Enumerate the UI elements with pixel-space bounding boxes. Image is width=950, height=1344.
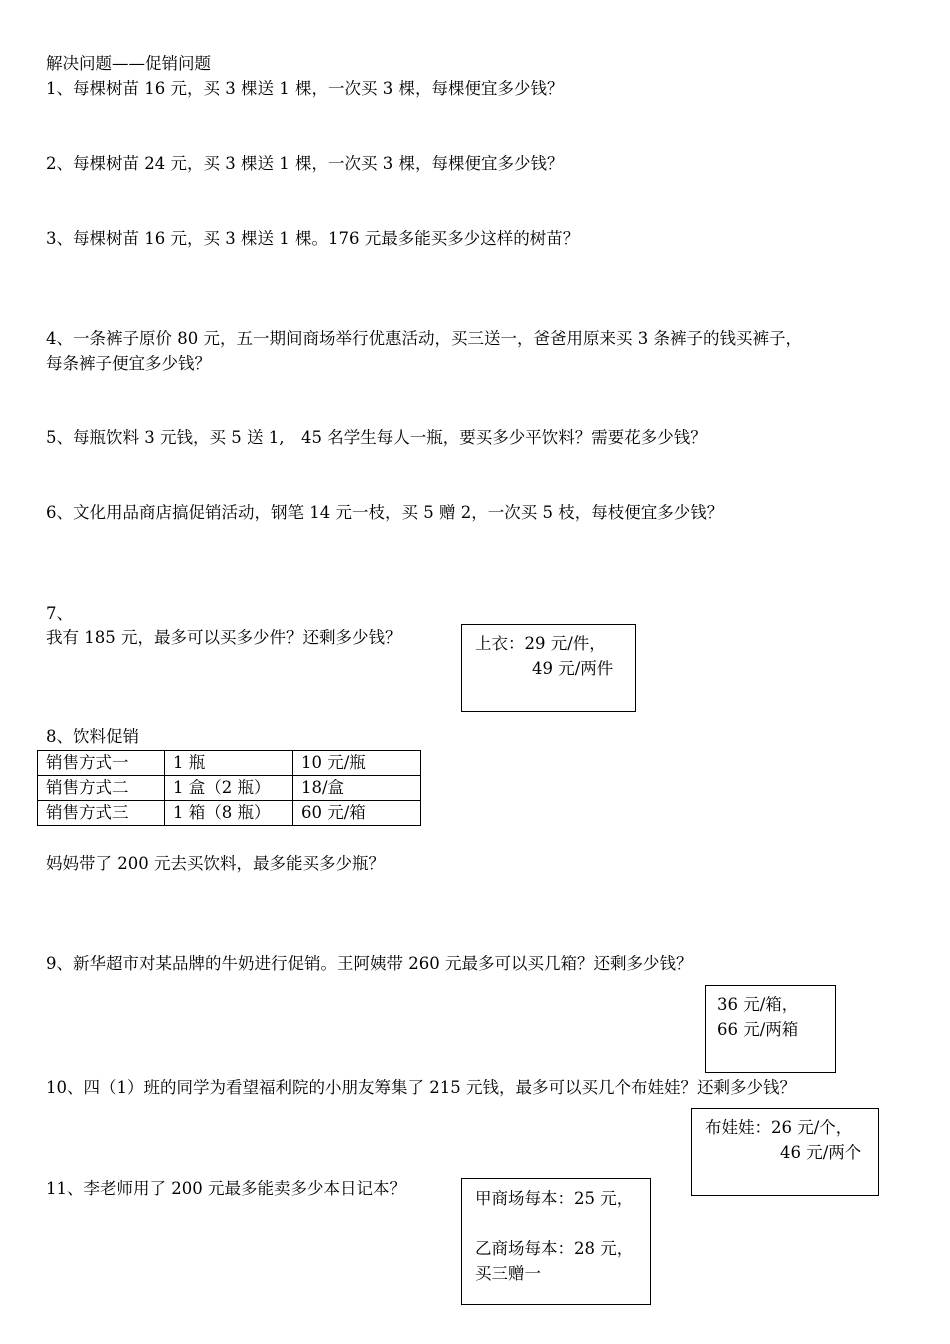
question-4-line-2: 每条裤子便宜多少钱？ [46,354,211,373]
question-8: 8、饮料促销 [46,727,139,746]
price-box-line: 乙商场每本：28 元， [475,1239,634,1258]
table-row [38,801,421,826]
table-cell: 销售方式三 [38,801,165,826]
question-11: 11、李老师用了 200 元最多能卖多少本日记本？ [46,1179,406,1198]
question-11-price-box [461,1178,651,1305]
question-1: 1、每棵树苗 16 元，买 3 棵送 1 棵，一次买 3 棵，每棵便宜多少钱？ [46,79,564,98]
table-cell: 18/盒 [293,776,421,801]
question-8-question: 妈妈带了 200 元去买饮料，最多能买多少瓶？ [46,854,385,873]
question-7: 我有 185 元，最多可以买多少件？还剩多少钱？ [46,628,402,647]
question-2: 2、每棵树苗 24 元，买 3 棵送 1 棵，一次买 3 棵，每棵便宜多少钱？ [46,154,564,173]
question-9: 9、新华超市对某品牌的牛奶进行促销。王阿姨带 260 元最多可以买几箱？还剩多少钱？ [46,954,693,973]
table-cell: 销售方式二 [38,776,165,801]
price-box-line: 36 元/箱， [717,995,799,1014]
question-7-price-box [461,624,636,712]
question-10: 10、四（1）班的同学为看望福利院的小朋友筹集了 215 元钱，最多可以买几个布娃娃？还剩多少钱？ [46,1078,796,1097]
price-box-line: 49 元/两件 [532,659,614,678]
sales-table [37,750,421,826]
table-cell: 1 箱（8 瓶） [165,801,293,826]
question-5: 5、每瓶饮料 3 元钱，买 5 送 1, 45 名学生每人一瓶，要买多少平饮料？需要花多少钱？ [46,428,707,447]
table-cell: 1 瓶 [165,751,293,776]
table-cell: 60 元/箱 [293,801,421,826]
question-10-price-box [691,1108,879,1196]
price-box-line: 布娃娃：26 元/个， [705,1118,853,1137]
question-7-number: 7、 [46,604,73,623]
question-3: 3、每棵树苗 16 元，买 3 棵送 1 棵。176 元最多能买多少这样的树苗？ [46,229,580,248]
page-title: 解决问题——促销问题 [46,54,211,73]
price-box-line: 66 元/两箱 [717,1020,799,1039]
price-box-line: 买三赠一 [475,1264,541,1283]
price-box-line: 46 元/两个 [780,1143,862,1162]
price-box-line: 上衣：29 元/件， [475,634,606,653]
question-6: 6、文化用品商店搞促销活动，钢笔 14 元一枝，买 5 赠 2，一次买 5 枝，每枝便宜多少钱？ [46,503,724,522]
price-box-line: 甲商场每本：25 元， [475,1189,634,1208]
table-row [38,751,421,776]
table-cell: 1 盒（2 瓶） [165,776,293,801]
table-row [38,776,421,801]
table-cell: 10 元/瓶 [293,751,421,776]
question-9-price-box [705,985,836,1073]
table-cell: 销售方式一 [38,751,165,776]
question-4-line-1: 4、一条裤子原价 80 元，五一期间商场举行优惠活动，买三送一，爸爸用原来买 3 条裤子的钱买裤子， [46,329,802,348]
